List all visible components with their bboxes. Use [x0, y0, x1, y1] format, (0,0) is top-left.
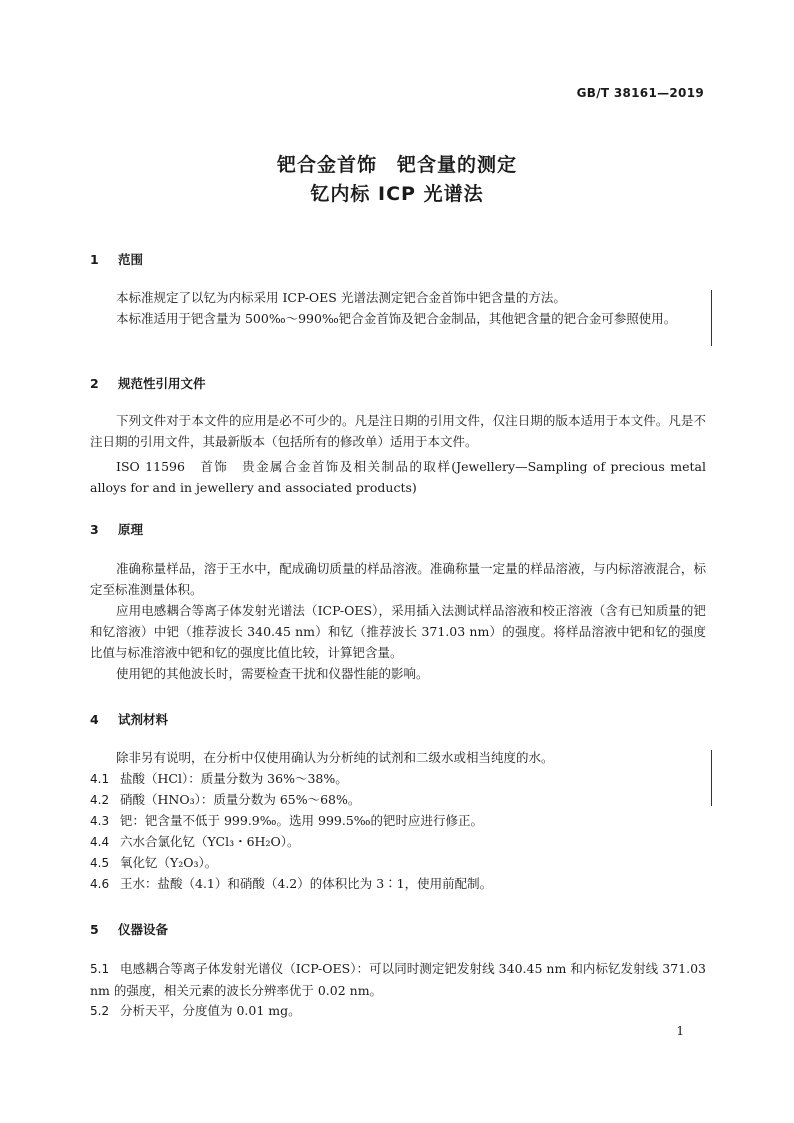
paragraph: 应用电感耦合等离子体发射光谱法（ICP-OES），采用插入法测试样品溶液和校正溶液（含有已知质量的钯和钇溶液）中钯（推荐波长 340.45 nm）和钇（推荐波长 371.03 nm）的强度。将样品溶液中钯和钇的强度比值与标准溶液中钯和钇的强度比值比较，计算钯含量。 — [90, 603, 706, 660]
section-heading-normative-references — [90, 374, 206, 392]
paragraph: 本标准规定了以钇为内标采用 ICP-OES 光谱法测定钯合金首饰中钯含量的方法。 — [116, 290, 566, 305]
list-item — [90, 810, 706, 832]
item-text: 钯：钯含量不低于 999.9‰。选用 999.5‰的钯时应进行修正。 — [120, 813, 484, 828]
section-title: 范围 — [118, 252, 144, 267]
paragraph: 除非另有说明，在分析中仅使用确认为分析纯的试剂和二级水或相当纯度的水。 — [116, 750, 554, 765]
item-text: 六水合氯化钇（YCl₃・6H₂O）。 — [120, 834, 300, 849]
item-text: 分析天平，分度值为 0.01 mg。 — [120, 1003, 301, 1018]
section-title: 仪器设备 — [118, 922, 169, 937]
section-heading-principle — [90, 520, 143, 538]
list-item — [90, 768, 706, 790]
document-title-line2: 钇内标 ICP 光谱法 — [310, 183, 484, 205]
document-title-line1: 钯合金首饰 钯含量的测定 — [276, 154, 517, 176]
section-heading-apparatus — [90, 920, 168, 938]
section-number: 2 — [90, 376, 99, 391]
list-item — [90, 852, 706, 874]
item-number: 5.1 — [90, 962, 110, 976]
item-number: 4.1 — [90, 772, 110, 786]
item-text: 王水：盐酸（4.1）和硝酸（4.2）的体积比为 3∶1，使用前配制。 — [120, 876, 493, 891]
list-item — [90, 873, 706, 895]
standard-code: GB/T 38161—2019 — [576, 86, 704, 100]
paragraph: 准确称量样品，溶于王水中，配成确切质量的样品溶液。准确称量一定量的样品溶液，与内标溶液混合，标定至标准测量体积。 — [90, 561, 706, 597]
item-text: 盐酸（HCl）：质量分数为 36%～38%。 — [120, 771, 348, 786]
change-bar — [711, 290, 712, 346]
section-heading-scope — [90, 250, 143, 268]
section-title: 规范性引用文件 — [118, 376, 206, 391]
section-title: 原理 — [118, 522, 144, 537]
section-number: 1 — [90, 252, 99, 267]
item-number: 4.3 — [90, 814, 110, 828]
change-bar — [711, 750, 712, 806]
list-item — [90, 789, 706, 811]
list-item — [90, 958, 706, 1001]
page-number: 1 — [676, 1024, 684, 1038]
item-number: 4.5 — [90, 856, 110, 870]
paragraph: 使用钯的其他波长时，需要检查干扰和仪器性能的影响。 — [116, 666, 429, 681]
item-number: 4.4 — [90, 835, 110, 849]
item-number: 5.2 — [90, 1004, 110, 1018]
item-number: 4.6 — [90, 877, 110, 891]
list-item — [90, 1000, 706, 1022]
paragraph-reference: ISO 11596 首饰 贵金属合金首饰及相关制品的取样(Jewellery—Sampling of precious metal alloys for and in jewellery and associated products) — [90, 459, 706, 495]
paragraph: 本标准适用于钯含量为 500‰～990‰钯合金首饰及钯合金制品，其他钯含量的钯合金可参照使用。 — [116, 311, 677, 326]
list-item — [90, 831, 706, 853]
paragraph: 下列文件对于本文件的应用是必不可少的。凡是注日期的引用文件，仅注日期的版本适用于本文件。凡是不注日期的引用文件，其最新版本（包括所有的修改单）适用于本文件。 — [90, 413, 706, 449]
section-number: 5 — [90, 922, 99, 937]
item-text: 硝酸（HNO₃）：质量分数为 65%～68%。 — [120, 792, 361, 807]
section-number: 3 — [90, 522, 99, 537]
section-title: 试剂材料 — [118, 712, 169, 727]
item-text: 氧化钇（Y₂O₃）。 — [120, 855, 218, 870]
item-number: 4.2 — [90, 793, 110, 807]
section-number: 4 — [90, 712, 99, 727]
section-heading-reagents — [90, 710, 168, 728]
item-text: 电感耦合等离子体发射光谱仪（ICP-OES）：可以同时测定钯发射线 340.45 nm 和内标钇发射线 371.03 nm 的强度，相关元素的波长分辨率优于 0.02 nm。 — [90, 961, 706, 998]
